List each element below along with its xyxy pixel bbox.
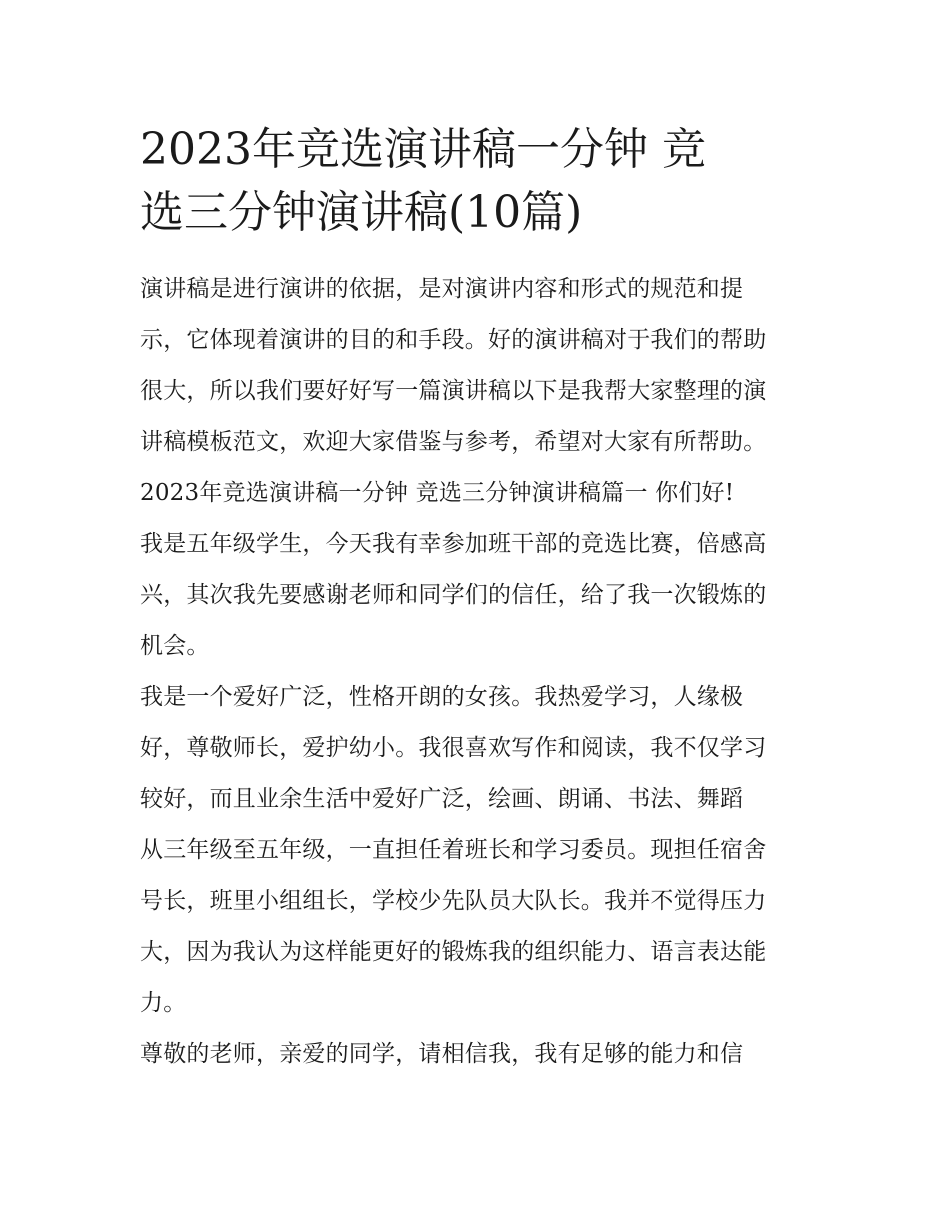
document-title [140,118,820,244]
body-line: 号长，班里小组组长，学校少先队员大队长。我并不觉得压力 [140,888,767,914]
body-line: 尊敬的老师，亲爱的同学，请相信我，我有足够的能力和信 [140,1041,744,1067]
body-line: 好，尊敬师长，爱护幼小。我很喜欢写作和阅读，我不仅学习 [140,735,767,761]
document-content [140,118,820,1080]
title-line-1: 2023年竞选演讲稿一分钟 竞 [140,124,706,175]
body-line: 演讲稿是进行演讲的依据，是对演讲内容和形式的规范和提 [140,276,744,302]
body-line: 示，它体现着演讲的目的和手段。好的演讲稿对于我们的帮助 [140,327,767,353]
document-body [140,264,820,1080]
title-line-2: 选三分钟演讲稿(10篇) [140,187,583,238]
body-line: 从三年级至五年级，一直担任着班长和学习委员。现担任宿舍 [140,837,767,863]
body-line: 机会。 [140,633,210,659]
body-line: 兴，其次我先要感谢老师和同学们的信任，给了我一次锻炼的 [140,582,767,608]
body-line: 较好，而且业余生活中爱好广泛，绘画、朗诵、书法、舞蹈 [140,786,744,812]
body-line: 讲稿模板范文，欢迎大家借鉴与参考，希望对大家有所帮助。 [140,429,767,455]
body-line: 很大，所以我们要好好写一篇演讲稿以下是我帮大家整理的演 [140,378,767,404]
body-line: 我是一个爱好广泛，性格开朗的女孩。我热爱学习，人缘极 [140,684,744,710]
body-line: 我是五年级学生，今天我有幸参加班干部的竞选比赛，倍感高 [140,531,767,557]
body-line: 大，因为我认为这样能更好的锻炼我的组织能力、语言表达能 [140,939,767,965]
body-line: 力。 [140,990,187,1016]
section-heading-line: 2023年竞选演讲稿一分钟 竞选三分钟演讲稿篇一 你们好! [140,480,735,506]
